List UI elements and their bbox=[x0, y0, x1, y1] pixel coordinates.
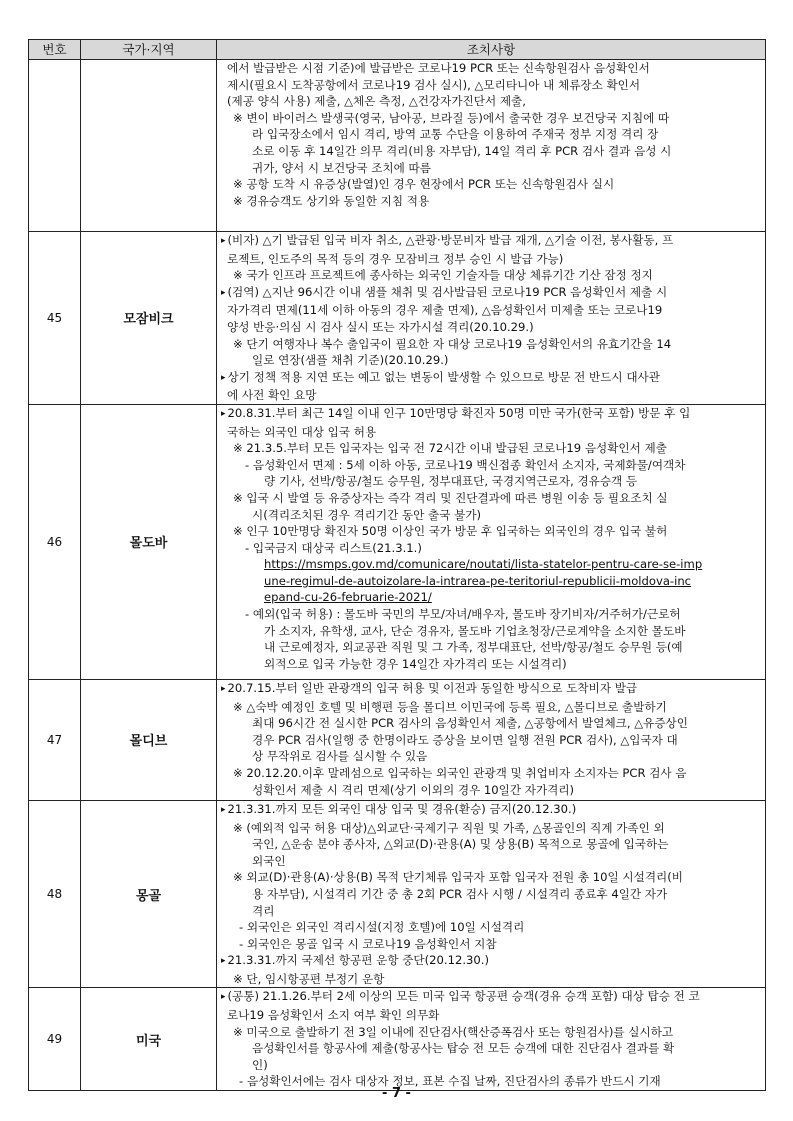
row-measures bbox=[217, 232, 766, 405]
measure-line: 격리 bbox=[252, 903, 275, 918]
header-measures: 조치사항 bbox=[217, 40, 766, 60]
measure-line: 에서 발급받은 시점 기준)에 발급받은 코로나19 PCR 또는 신속항원검사 음성확인서 bbox=[227, 61, 650, 75]
table-row bbox=[29, 404, 766, 679]
row-number: 46 bbox=[29, 404, 81, 679]
measure-line: - 음성확인서 면제 : 5세 이하 아동, 코로나19 백신접종 확인서 소지자, 국제화물/여객차 bbox=[245, 457, 686, 472]
measure-line: ※ 외교(D)·관용(A)·상용(B) 목적 단기체류 입국자 포함 입국자 전원 총 10일 시설격리(비 bbox=[233, 870, 683, 885]
row-number bbox=[29, 60, 81, 232]
measures-table bbox=[28, 39, 766, 1091]
measure-line: 양성 반응·의심 시 검사 실시 또는 자가시설 격리(20.10.29.) bbox=[227, 319, 534, 334]
row-measures bbox=[217, 60, 766, 232]
row-country: 몰디브 bbox=[81, 679, 217, 800]
measure-line: ▸ (검역) △지난 96시간 이내 샘플 채취 및 검사발급된 코로나19 PCR 음성확인서 제출 시 bbox=[221, 284, 759, 303]
measure-line: ※ △숙박 예정인 호텔 및 비행편 등을 몰디브 이민국에 등록 필요, △몰디브로 출발하기 bbox=[233, 699, 667, 714]
table-row bbox=[29, 988, 766, 1091]
link-text[interactable]: une-regimul-de-autoizolare-la-intrarea-pe-teritoriul-republicii-moldova-inc bbox=[264, 573, 692, 588]
table-row bbox=[29, 679, 766, 800]
row-country: 모잠비크 bbox=[81, 232, 217, 405]
measure-line: - 예외(입국 허용) : 몰도바 국민의 부모/자녀/배우자, 몰도바 장기비자/거주허가/근로허 bbox=[245, 607, 681, 622]
row-measures bbox=[217, 404, 766, 679]
header-no: 번호 bbox=[29, 40, 81, 60]
link-text[interactable]: epand-cu-26-februarie-2021/ bbox=[264, 590, 432, 605]
measure-line: 외적으로 입국 가능한 경우 14일간 자가격리 또는 시설격리) bbox=[264, 656, 567, 671]
measure-line: 라 입국장소에서 임시 격리, 방역 교통 수단을 이용하여 주재국 정부 지정 격리 장 bbox=[252, 127, 659, 142]
measure-line: 국인, △운송 분야 종사자, △외교(D)·관용(A) 및 상용(B) 목적으로 몽골에 입국하는 bbox=[252, 837, 669, 852]
measure-line: 인) bbox=[252, 1057, 268, 1072]
measure-line: 성확인서 제출 시 격리 면제(상기 이외의 경우 10일간 자가격리) bbox=[252, 782, 575, 797]
measure-line: 외국인 bbox=[252, 853, 286, 868]
measure-line: ※ 미국으로 출발하기 전 3일 이내에 진단검사(핵산증폭검사 또는 항원검사)를 실시하고 bbox=[233, 1024, 674, 1039]
measure-line: ▸ 21.3.31.까지 국제선 항공편 운항 중단(20.12.30.) bbox=[221, 952, 759, 971]
row-measures bbox=[217, 988, 766, 1091]
measure-line: 국하는 외국인 대상 입국 허용 bbox=[227, 424, 377, 439]
measure-line: 상 무작위로 검사를 실시할 수 있음 bbox=[252, 749, 428, 764]
table-row bbox=[29, 232, 766, 405]
measure-line: 경우 PCR 검사(일행 중 한명이라도 증상을 보이면 일행 전원 PCR 검사), △입국자 대 bbox=[252, 732, 678, 747]
measure-line: ※ 단, 임시항공편 부정기 운항 bbox=[233, 971, 385, 986]
measure-line: 량 기사, 선박/항공/철도 승무원, 정부대표단, 국경지역근로자, 경유승객 등 bbox=[264, 474, 638, 489]
measure-line: ▸ 20.7.15.부터 일반 관광객의 입국 허용 및 이전과 동일한 방식으로 도착비자 발급 bbox=[221, 680, 759, 699]
measure-line: - 입국금지 대상국 리스트(21.3.1.) bbox=[245, 540, 422, 555]
page-number: - 7 - bbox=[382, 1086, 411, 1101]
row-number: 48 bbox=[29, 800, 81, 988]
measure-line: 제시(필요시 도착공항에서 코로나19 검사 실시), △모리타니아 내 체류장소 확인서 bbox=[227, 77, 641, 92]
header-country: 국가·지역 bbox=[81, 40, 217, 60]
measure-line: 귀가, 양서 시 보건당국 조치에 따름 bbox=[252, 160, 431, 175]
row-country bbox=[81, 60, 217, 232]
measure-line: 로나19 음성확인서 소지 여부 확인 의무화 bbox=[227, 1008, 440, 1023]
row-measures bbox=[217, 679, 766, 800]
measure-line: ※ 단기 여행자나 복수 출입국이 필요한 자 대상 코로나19 음성확인서의 유효기간을 14 bbox=[233, 336, 672, 351]
table-row bbox=[29, 800, 766, 988]
row-country: 몽골 bbox=[81, 800, 217, 988]
measure-line: 에 사전 확인 요망 bbox=[227, 388, 317, 403]
measure-line: 음성확인서를 항공사에 제출(항공사는 탑승 전 모든 승객에 대한 진단검사 결과를 확 bbox=[252, 1041, 675, 1056]
measure-line: - 음성확인서에는 검사 대상자 정보, 표본 수집 날짜, 진단검사의 종류가 반드시 기재 bbox=[239, 1074, 661, 1089]
table-row bbox=[29, 60, 766, 232]
measure-line: 소로 이동 후 14일간 의무 격리(비용 자부담), 14일 격리 후 PCR 검사 결과 음성 시 bbox=[252, 143, 672, 158]
measure-line: ※ 경유승객도 상기와 동일한 지침 적용 bbox=[233, 193, 430, 208]
measure-line: - 외국인은 외국인 격리시설(지정 호텔)에 10일 시설격리 bbox=[239, 920, 525, 935]
row-country: 미국 bbox=[81, 988, 217, 1091]
measure-line: 로젝트, 인도주의 목적 등의 경우 모잠비크 정부 승인 시 발급 가능) bbox=[227, 251, 564, 266]
measure-line: ※ 인구 10만명당 확진자 50명 이상인 국가 방문 후 입국하는 외국인의 경우 입국 불허 bbox=[233, 524, 668, 539]
measure-line: 일로 연장(샘플 채취 기준)(20.10.29.) bbox=[252, 353, 449, 368]
measure-line: ▸ 21.3.31.까지 모든 외국인 대상 입국 및 경유(환승) 금지(20.12.30.) bbox=[221, 801, 759, 820]
measure-line: 가 소지자, 유학생, 교사, 단순 경유자, 몰도바 기업초청장/근로계약을 소지한 몰도바 bbox=[264, 623, 686, 638]
measure-line: ※ 국가 인프라 프로젝트에 종사하는 외국인 기술자들 대상 체류기간 기산 잠정 정지 bbox=[233, 268, 653, 283]
measure-line: ▸ 상기 정책 적용 지연 또는 예고 없는 변동이 발생할 수 있으므로 방문 전 반드시 대사관 bbox=[221, 369, 759, 388]
measure-line: ※ 공항 도착 시 유증상(발열)인 경우 현장에서 PCR 또는 신속항원검사 실시 bbox=[233, 177, 615, 192]
link-text[interactable]: https://msmps.gov.md/comunicare/noutati/lista-statelor-pentru-care-se-imp bbox=[264, 557, 703, 572]
measure-line: ▸ 20.8.31.부터 최근 14일 이내 인구 10만명당 확진자 50명 미만 국가(한국 포함) 방문 후 입 bbox=[221, 405, 759, 424]
row-number: 47 bbox=[29, 679, 81, 800]
measure-line: (제공 양식 사용) 제출, △체온 측정, △건강자가진단서 제출, bbox=[227, 94, 526, 109]
measure-line: ▸ (공통) 21.1.26.부터 2세 이상의 모든 미국 입국 항공편 승객(경유 승객 포함) 대상 탑승 전 코 bbox=[221, 988, 759, 1007]
measure-line: 시(격리조치된 경우 격리기간 동안 출국 불가) bbox=[252, 507, 482, 522]
row-measures bbox=[217, 800, 766, 988]
measure-line: ※ 21.3.5.부터 모든 입국자는 입국 전 72시간 이내 발급된 코로나19 음성확인서 제출 bbox=[233, 441, 667, 456]
measure-line: 최대 96시간 전 실시한 PCR 검사의 음성확인서 제출, △공항에서 발열체크, △유증상인 bbox=[252, 716, 688, 731]
row-number: 49 bbox=[29, 988, 81, 1091]
measure-line: ▸ (비자) △기 발급된 입국 비자 취소, △관광·방문비자 발급 재개, △기술 이전, 봉사활동, 프 bbox=[221, 232, 759, 251]
measure-line: ※ 20.12.20.이후 말레섬으로 입국하는 외국인 관광객 및 취업비자 소지자는 PCR 검사 음 bbox=[233, 765, 687, 780]
row-country: 몰도바 bbox=[81, 404, 217, 679]
measure-line: ※ 입국 시 발열 등 유증상자는 즉각 격리 및 진단결과에 따른 병원 이송 등 필요조치 실 bbox=[233, 490, 668, 505]
measure-line: - 외국인은 몽골 입국 시 코로나19 음성확인서 지참 bbox=[239, 936, 497, 951]
table-header-row bbox=[29, 40, 766, 60]
row-number: 45 bbox=[29, 232, 81, 405]
measure-line: 내 근로예정자, 외교공관 직원 및 그 가족, 정부대표단, 선박/항공/철도 승무원 등(예 bbox=[264, 640, 683, 655]
measure-line: ※ 변이 바이러스 발생국(영국, 남아공, 브라질 등)에서 출국한 경우 보건당국 지침에 따 bbox=[233, 110, 670, 125]
measure-line: ※ (예외적 입국 허용 대상)△외교단·국제기구 직원 및 가족, △몽골인의 직계 가족인 외 bbox=[233, 820, 665, 835]
measure-line: 용 자부담), 시설격리 기간 중 총 2회 PCR 검사 시행 / 시설격리 종료후 4일간 자가 bbox=[252, 886, 668, 901]
measure-line: 자가격리 면제(11세 이하 아동의 경우 제출 면제), △음성확인서 미제출 또는 코로나19 bbox=[227, 303, 663, 318]
